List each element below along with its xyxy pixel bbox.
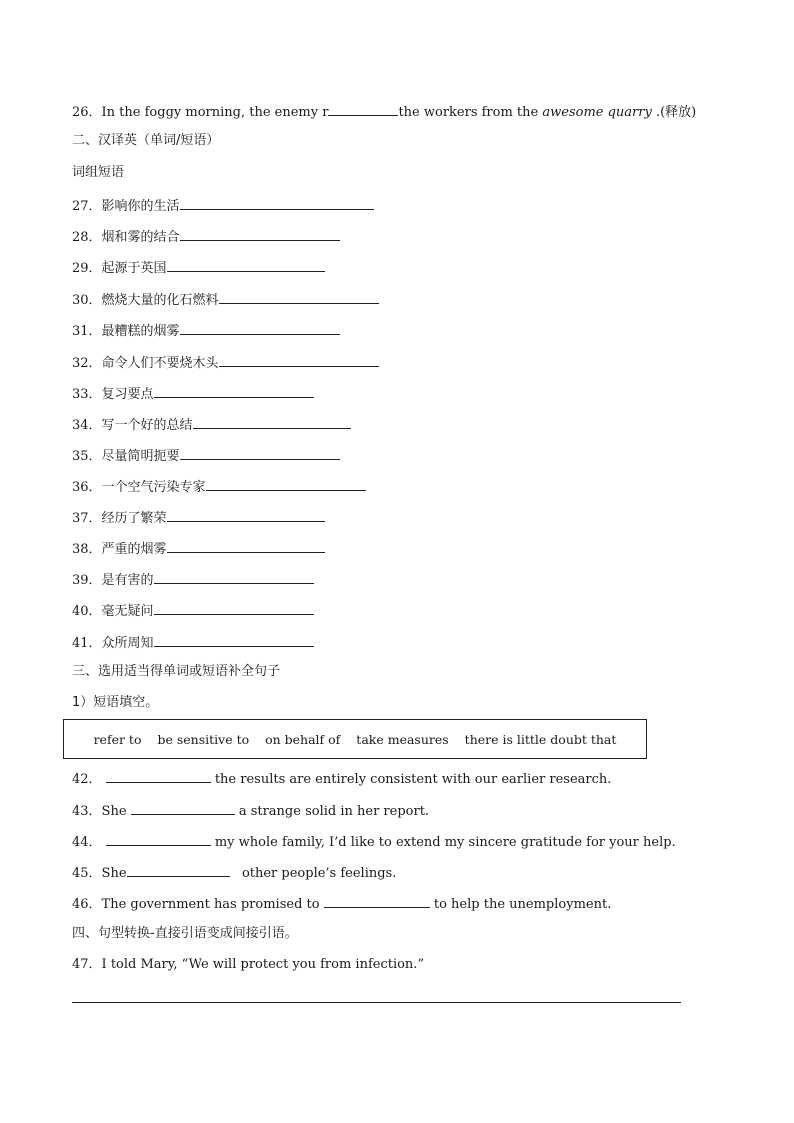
question-number: 43． <box>72 804 102 819</box>
translation-item <box>72 195 374 216</box>
question-number: 31． <box>72 324 102 339</box>
translation-item <box>72 538 325 559</box>
question-number: 36． <box>72 480 102 495</box>
translation-item <box>72 257 325 278</box>
translation-item <box>72 569 314 590</box>
question-text-after: my whole family, I’d like to extend my sincere gratitude for your help. <box>214 835 676 850</box>
question-text-after: a strange solid in her report. <box>238 804 430 819</box>
question-45 <box>72 862 396 883</box>
chinese-phrase: 是有害的 <box>101 573 154 588</box>
phrase-box <box>63 719 647 759</box>
chinese-phrase: 燃烧大量的化石燃料 <box>101 293 219 308</box>
question-number: 30． <box>72 293 102 308</box>
answer-blank[interactable] <box>127 862 230 877</box>
answer-blank[interactable] <box>193 414 351 429</box>
question-number: 42． <box>72 772 102 787</box>
phrase-option: there is little doubt that <box>464 732 617 747</box>
question-text-before: The government has promised to <box>101 897 320 912</box>
translation-item <box>72 600 314 621</box>
answer-blank[interactable] <box>106 831 211 846</box>
question-26 <box>72 101 696 122</box>
chinese-phrase: 影响你的生活 <box>101 199 180 214</box>
answer-blank[interactable] <box>167 507 325 522</box>
question-number: 41． <box>72 636 102 651</box>
question-number: 45． <box>72 866 102 881</box>
section-subheading: 1）短语填空。 <box>72 695 159 710</box>
translation-item <box>72 445 340 466</box>
question-number: 40． <box>72 604 102 619</box>
question-number: 37． <box>72 511 102 526</box>
question-text-before: In the foggy morning, the enemy r <box>101 105 329 120</box>
chinese-phrase: 尽量简明扼要 <box>101 449 180 464</box>
question-number: 38． <box>72 542 102 557</box>
translation-item <box>72 352 379 373</box>
question-number: 34． <box>72 418 102 433</box>
question-text-before: She <box>101 804 127 819</box>
answer-blank[interactable] <box>180 445 340 460</box>
translation-item <box>72 289 379 310</box>
chinese-phrase: 命令人们不要烧木头 <box>101 356 219 371</box>
answer-blank[interactable] <box>154 569 314 584</box>
translation-item <box>72 476 366 497</box>
chinese-phrase: 复习要点 <box>101 387 154 402</box>
translation-item <box>72 414 351 435</box>
chinese-phrase: 毫无疑问 <box>101 604 154 619</box>
answer-blank[interactable] <box>154 600 314 615</box>
answer-blank[interactable] <box>324 893 430 908</box>
translation-item <box>72 383 314 404</box>
translation-item <box>72 632 314 653</box>
section-heading-3: 三、选用适当得单词或短语补全句子 <box>72 664 281 679</box>
chinese-phrase: 经历了繁荣 <box>101 511 167 526</box>
hint-text: .(释放) <box>655 105 697 120</box>
question-number: 32． <box>72 356 102 371</box>
phrase-option: be sensitive to <box>157 732 250 747</box>
chinese-phrase: 最糟糕的烟雾 <box>101 324 180 339</box>
translation-item <box>72 320 340 341</box>
phrase-option: refer to <box>93 732 142 747</box>
chinese-phrase: 烟和雾的结合 <box>101 230 180 245</box>
question-text-after: to help the unemployment. <box>433 897 612 912</box>
question-46 <box>72 893 611 914</box>
translation-item <box>72 507 325 528</box>
question-number: 35． <box>72 449 102 464</box>
question-text-after: the workers from the <box>398 105 539 120</box>
answer-line[interactable] <box>72 1002 681 1003</box>
question-number: 27． <box>72 199 102 214</box>
chinese-phrase: 起源于英国 <box>101 261 167 276</box>
italic-phrase: awesome quarry <box>542 105 652 120</box>
question-number: 39． <box>72 573 102 588</box>
question-number: 47． <box>72 957 102 972</box>
answer-blank[interactable] <box>219 352 379 367</box>
question-42 <box>72 768 611 789</box>
phrase-option: take measures <box>356 732 449 747</box>
question-47 <box>72 956 424 974</box>
question-text-after: the results are entirely consistent with our earlier research. <box>214 772 612 787</box>
answer-blank[interactable] <box>106 768 211 783</box>
answer-blank[interactable] <box>219 289 379 304</box>
chinese-phrase: 众所周知 <box>101 636 154 651</box>
answer-blank[interactable] <box>180 226 340 241</box>
chinese-phrase: 一个空气污染专家 <box>101 480 206 495</box>
answer-blank[interactable] <box>154 383 314 398</box>
question-number: 46． <box>72 897 102 912</box>
chinese-phrase: 严重的烟雾 <box>101 542 167 557</box>
question-43 <box>72 800 429 821</box>
question-text: I told Mary, “We will protect you from infection.” <box>101 957 425 972</box>
section-heading-4: 四、句型转换-直接引语变成间接引语。 <box>72 926 298 941</box>
question-number: 28． <box>72 230 102 245</box>
question-number: 44． <box>72 835 102 850</box>
phrase-option: on behalf of <box>265 732 341 747</box>
answer-blank[interactable] <box>180 320 340 335</box>
answer-blank[interactable] <box>167 538 325 553</box>
question-number: 26． <box>72 105 102 120</box>
answer-blank[interactable] <box>131 800 235 815</box>
question-number: 33． <box>72 387 102 402</box>
answer-blank[interactable] <box>328 101 398 116</box>
answer-blank[interactable] <box>167 257 325 272</box>
answer-blank[interactable] <box>180 195 374 210</box>
answer-blank[interactable] <box>154 632 314 647</box>
question-number: 29． <box>72 261 102 276</box>
answer-blank[interactable] <box>206 476 366 491</box>
question-44 <box>72 831 676 852</box>
question-text-before: She <box>101 866 127 881</box>
section-subheading: 词组短语 <box>72 165 125 180</box>
section-heading-2: 二、汉译英（单词/短语） <box>72 133 220 148</box>
translation-item <box>72 226 340 247</box>
chinese-phrase: 写一个好的总结 <box>101 418 193 433</box>
question-text-after: other people’s feelings. <box>241 866 397 881</box>
